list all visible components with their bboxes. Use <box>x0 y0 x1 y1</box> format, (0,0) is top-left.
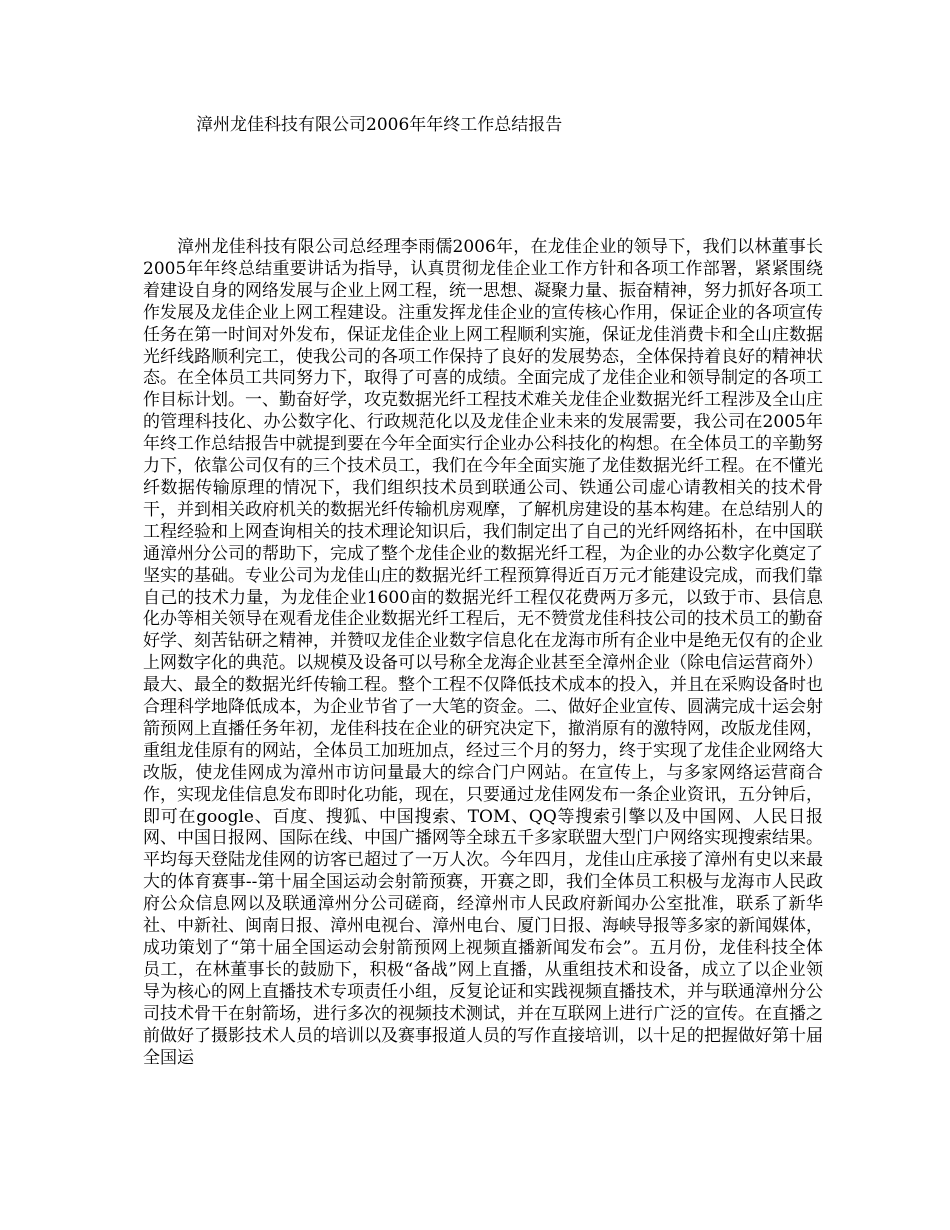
document-title: 漳州龙佳科技有限公司2006年年终工作总结报告 <box>196 115 563 135</box>
document-body-paragraph: 漳州龙佳科技有限公司总经理李雨儒2006年，在龙佳企业的领导下，我们以林董事长2005年年终总结重要讲话为指导，认真贯彻龙佳企业工作方针和各项工作部署，紧紧围绕着建设自身的网络发展与企业上网工程，统一思想、凝聚力量、振奋精神，努力抓好各项工作发展及龙佳企业上网工程建设。注重发挥龙佳企业的宣传核心作用，保证企业的各项宣传任务在第一时间对外发布，保证龙佳企业上网工程顺利实施，保证龙佳消费卡和全山庄数据光纤线路顺利完工，使我公司的各项工作保持了良好的发展势态，全体保持着良好的精神状态。在全体员工共同努力下，取得了可喜的成绩。全面完成了龙佳企业和领导制定的各项工作目标计划。一、勤奋好学，攻克数据光纤工程技术难关龙佳企业数据光纤工程涉及全山庄的管理科技化、办公数字化、行政规范化以及龙佳企业未来的发展需要，我公司在2005年年终工作总结报告中就提到要在今年全面实行企业办公科技化的构想。在全体员工的辛勤努力下，依靠公司仅有的三个技术员工，我们在今年全面实施了龙佳数据光纤工程。在不懂光纤数据传输原理的情况下，我们组织技术员到联通公司、铁通公司虚心请教相关的技术骨干，并到相关政府机关的数据光纤传输机房观摩，了解机房建设的基本构建。在总结别人的工程经验和上网查询相关的技术理论知识后，我们制定出了自己的光纤网络拓朴，在中国联通漳州分公司的帮助下，完成了整个龙佳企业的数据光纤工程，为企业的办公数字化奠定了坚实的基础。专业公司为龙佳山庄的数据光纤工程预算得近百万元才能建设完成，而我们靠自己的技术力量，为龙佳企业1600亩的数据光纤工程仅花费两万多元，以致于市、县信息化办等相关领导在观看龙佳企业数据光纤工程后，无不赞赏龙佳科技公司的技术员工的勤奋好学、刻苦钻研之精神，并赞叹龙佳企业数字信息化在龙海市所有企业中是绝无仅有的企业上网数字化的典范。以规模及设备可以号称全龙海企业甚至全漳州企业（除电信运营商外）最大、最全的数据光纤传输工程。整个工程不仅降低技术成本的投入，并且在采购设备时也合理科学地降低成本，为企业节省了一大笔的资金。二、做好企业宣传、圆满完成十运会射箭预网上直播任务年初，龙佳科技在企业的研究决定下，撤消原有的激特网，改版龙佳网，重组龙佳原有的网站，全体员工加班加点，经过三个月的努力，终于实现了龙佳企业网络大改版，使龙佳网成为漳州市访问量最大的综合门户网站。在宣传上，与多家网络运营商合作，实现龙佳信息发布即时化功能，现在，只要通过龙佳网发布一条企业资讯，五分钟后，即可在google、百度、搜狐、中国搜索、TOM、QQ等搜索引擎以及中国网、人民日报网、中国日报网、国际在线、中国广播网等全球五千多家联盟大型门户网络实现搜索结果。平均每天登陆龙佳网的访客已超过了一万人次。今年四月，龙佳山庄承接了漳州有史以来最大的体育赛事--第十届全国运动会射箭预赛，开赛之即，我们全体员工积极与龙海市人民政府公众信息网以及联通漳州分公司磋商，经漳州市人民政府新闻办公室批准，联系了新华社、中新社、闽南日报、漳州电视台、漳州电台、厦门日报、海峡导报等多家的新闻媒体，成功策划了“第十届全国运动会射箭预网上视频直播新闻发布会”。五月份，龙佳科技全体员工，在林董事长的鼓励下，积极“备战”网上直播，从重组技术和设备，成立了以企业领导为核心的网上直播技术专项责任小组，反复论证和实践视频直播技术，并与联通漳州分公司技术骨干在射箭场，进行多次的视频技术测试，并在互联网上进行广泛的宣传。在直播之前做好了摄影技术人员的培训以及赛事报道人员的写作直接培训，以十足的把握做好第十届全国运 <box>143 237 823 1068</box>
